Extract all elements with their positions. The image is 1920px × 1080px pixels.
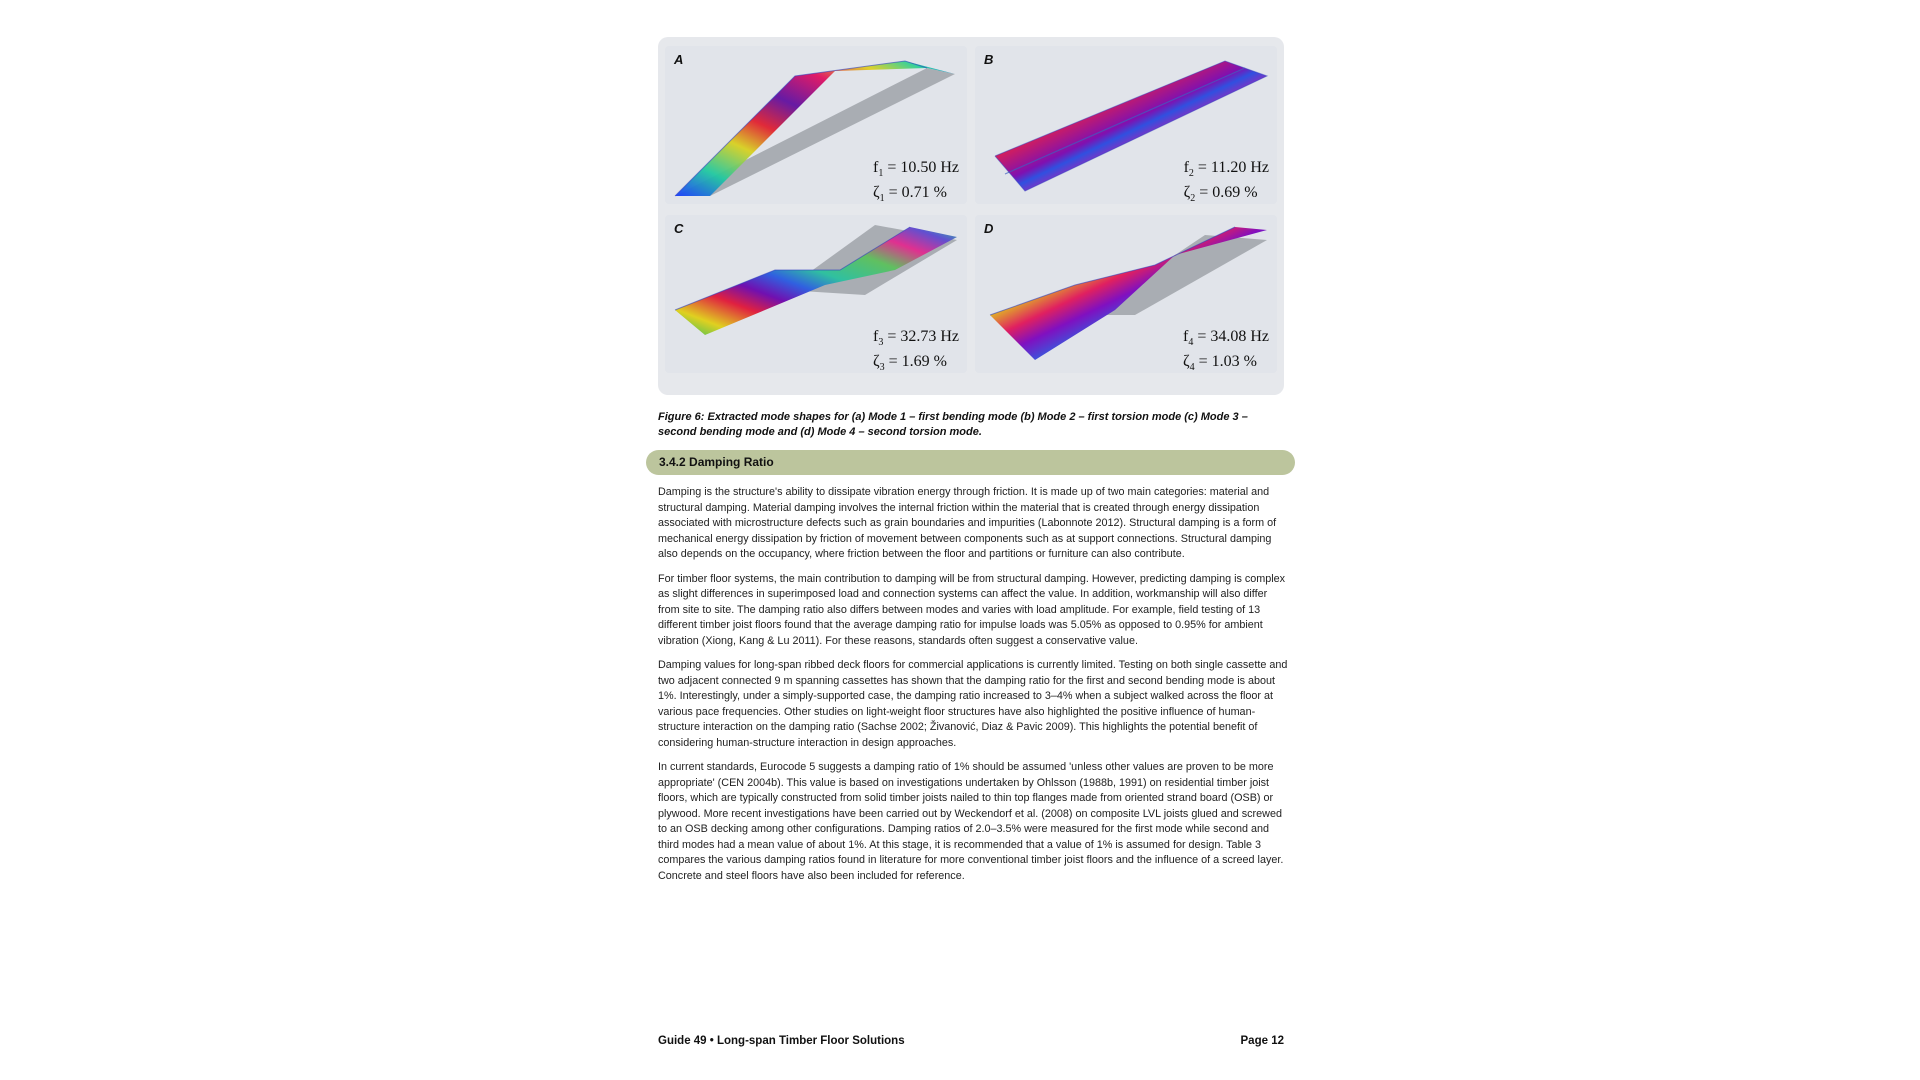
frequency-label: $f_2 = 11.20$ Hz [1183,159,1269,180]
section-heading: 3.4.2 Damping Ratio [659,455,774,469]
mode-shape-panel-b [975,46,1277,204]
footer-page-number: Page 12 [1240,1035,1284,1047]
paragraph: In current standards, Eurocode 5 suggests a damping ratio of 1% should be assumed 'unless other values are proven to be more appropriate' (CEN 2004b). This value is based on investigations undertaken by Ohlsson (1988b, 1991) on residential timber joist floors, which are typically constructed from solid timber joists nailed to thin top flanges made from oriented strand board (OSB) or plywood. More recent investigations have been carried out by Weckendorf et al. (2008) on composite LVL joists glued and screwed to an OSB decking among other configurations. Damping ratios of 2.0–3.5% were measured for the first mode while second and third modes had a mean value of about 1%. At this stage, it is recommended that a value of 1% is assumed for design. Table 3 compares the various damping ratios found in literature for more conventional timber joist floors and the influence of a screed layer. Concrete and steel floors have also been included for reference. [658,761,1284,882]
frequency-label: $f_1 = 10.50$ Hz [872,159,959,180]
body-text [658,485,1290,893]
damping-label: $\zeta_4 = 1.03$ % [1182,353,1257,373]
paragraph: Damping values for long-span ribbed deck floors for commercial applications is currently limited. Testing on both single cassette and two adjacent connected 9 m spanning cassettes has shown that the damping ratio for the first and second bending mode is about 1%. Interestingly, under a simply-supported case, the damping ratio increased to 3–4% when a subject walked across the floor at various pace frequencies. Other studies on light-weight floor structures have also highlighted the positive influence of human-structure interaction on the damping ratio (Sachse 2002; Živanović, Diaz & Pavic 2009). This highlights the potential benefit of considering human-structure interaction in design approaches. [658,659,1288,749]
damping-label: $\zeta_2 = 0.69$ % [1183,184,1258,204]
mode-stats [873,158,959,204]
mode-shape-panel-d [975,215,1277,373]
mode-stats [873,327,959,373]
damping-label: $\zeta_1 = 0.71$ % [872,184,947,204]
section-heading-bar [646,450,1295,475]
mode-shape-panel-c [665,215,967,373]
frequency-label: $f_3 = 32.73$ Hz [872,328,959,349]
frequency-label: $f_4 = 34.08$ Hz [1182,328,1269,349]
panel-letter: D [984,221,994,236]
paragraph: For timber floor systems, the main contribution to damping will be from structural damping. However, predicting damping is complex as slight differences in superimposed load and connection systems can affect the value. In addition, workmanship will also differ from site to site. The damping ratio also differs between modes and varies with load amplitude. For example, field testing of 13 different timber joist floors found that the average damping ratio for impulse loads was 5.05% as opposed to 0.95% for ambient vibration (Xiong, Kang & Lu 2011). For these reasons, standards often suggest a conservative value. [658,572,1286,647]
mode-stats [1183,327,1269,373]
panel-letter: B [984,52,994,67]
panel-letter: C [674,221,684,236]
paragraph: Damping is the structure's ability to dissipate vibration energy through friction. It is made up of two main categories: material and structural damping. Material damping involves the internal friction within the material that is created through energy dissipation associated with microstructure defects such as grain boundaries and impurities (Labonnote 2012). Structural damping is a form of mechanical energy dissipation by friction of movement between components such as at support connections. Structural damping also depends on the occupancy, where friction between the floor and partitions or furniture can also contribute. [658,486,1277,560]
figure-caption: Figure 6: Extracted mode shapes for (a) Mode 1 – first bending mode (b) Mode 2 – first torsion mode (c) Mode 3 – second bending mode and (d) Mode 4 – second torsion mode. [658,411,1248,438]
mode-stats [1184,158,1269,204]
figure-panel [658,37,1284,395]
panel-letter: A [674,52,684,67]
damping-label: $\zeta_3 = 1.69$ % [872,353,947,373]
mode-shape-panel-a [665,46,967,204]
footer-guide-title: Guide 49 • Long-span Timber Floor Solutions [658,1035,905,1047]
